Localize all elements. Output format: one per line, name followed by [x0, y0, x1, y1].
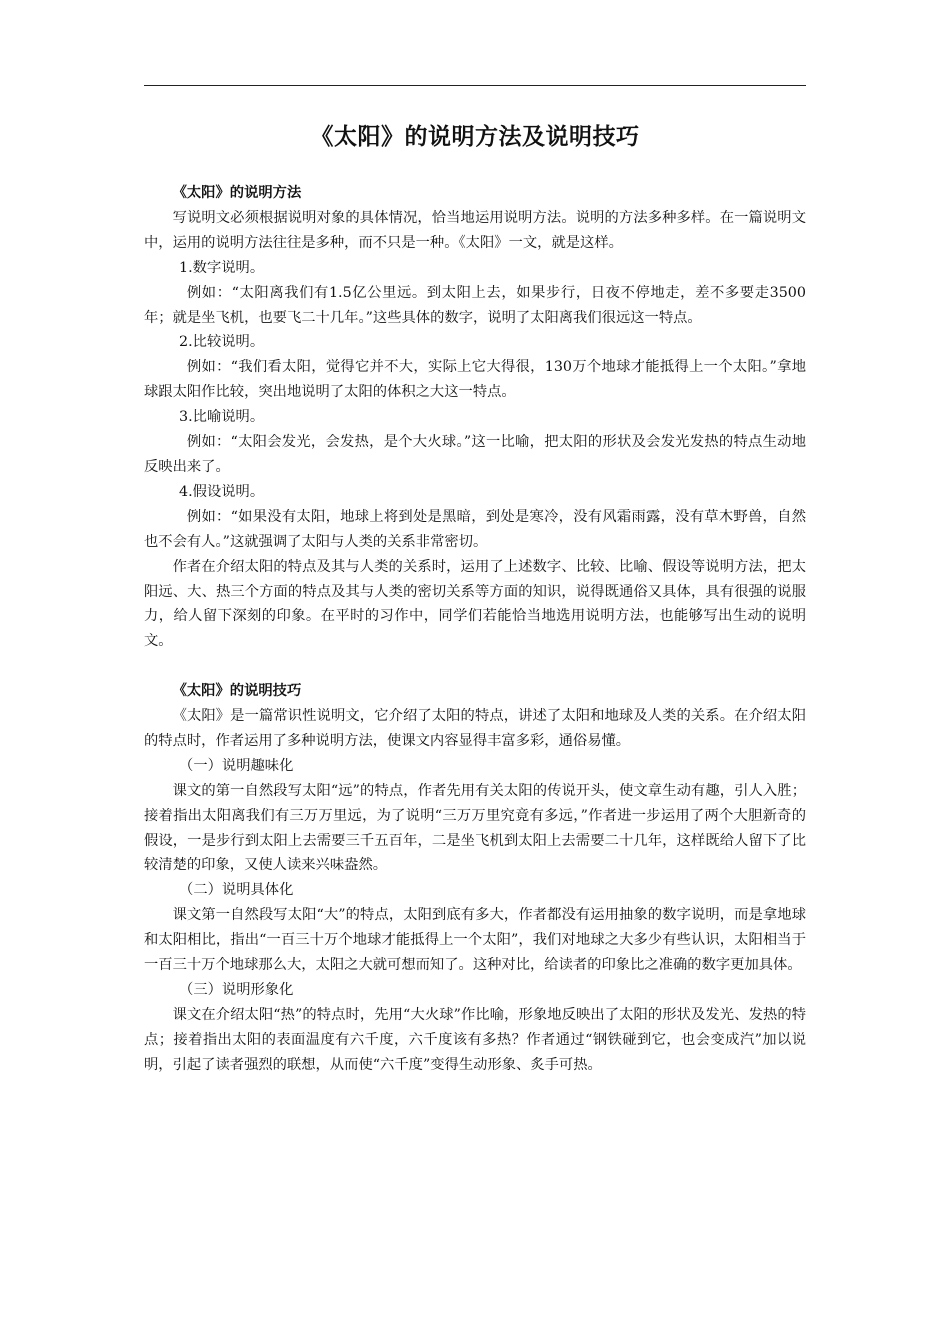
technique-label-interest: （一）说明趣味化 [179, 757, 294, 774]
method-label-numbers: 1.数字说明。 [179, 259, 265, 276]
method-example-comparison: 例如：“我们看太阳，觉得它并不大，实际上它大得很，130万个地球才能抵得上一个太阳。”拿地球跟太阳作比较，突出地说明了太阳的体积之大这一特点。 [144, 359, 806, 401]
paragraph-methods-intro: 写说明文必须根据说明对象的具体情况，恰当地运用说明方法。说明的方法多种多样。在一篇说明文中，运用的说明方法往往是多种，而不只是一种。《太阳》一文，就是这样。 [144, 209, 806, 251]
technique-text-vivid: 课文在介绍太阳“热”的特点时，先用“大火球”作比喻，形象地反映出了太阳的形状及发光、发热的特点；接着指出太阳的表面温度有六千度，六千度该有多热？作者通过“钢铁碰到它，也会变成汽”加以说明，引起了读者强烈的联想，从而使“六千度”变得生动形象、炙手可热。 [144, 1006, 806, 1073]
document-title: 《太阳》的说明方法及说明技巧 [310, 123, 640, 150]
method-example-metaphor: 例如：“太阳会发光，会发热，是个大火球。”这一比喻，把太阳的形状及会发光发热的特点生动地反映出来了。 [144, 434, 806, 475]
method-example-hypothesis: 例如：“如果没有太阳，地球上将到处是黑暗，到处是寒冷，没有风霜雨露，没有草木野兽，自然也不会有人。”这就强调了太阳与人类的关系非常密切。 [144, 508, 806, 550]
section-spacer [144, 654, 806, 679]
technique-text-interest: 课文的第一自然段写太阳“远”的特点，作者先用有关太阳的传说开头，使文章生动有趣，引人入胜；接着指出太阳离我们有三万万里远，为了说明“三万万里究竟有多远，”作者进一步运用了两个大胆新奇的假设，一是步行到太阳上去需要三千五百年，二是坐飞机到太阳上去需要二十几年，这样既给人留下了比较清楚的印象，又使人读来兴味盎然。 [144, 782, 806, 874]
paragraph-techniques-intro: 《太阳》是一篇常识性说明文，它介绍了太阳的特点，讲述了太阳和地球及人类的关系。在介绍太阳的特点时，作者运用了多种说明方法，使课文内容显得丰富多彩，通俗易懂。 [144, 708, 806, 749]
header-rule [144, 85, 806, 86]
paragraph-methods-conclusion: 作者在介绍太阳的特点及其与人类的关系时，运用了上述数字、比较、比喻、假设等说明方法，把太阳远、大、热三个方面的特点及其与人类的密切关系等方面的知识，说得既通俗又具体，具有很强的说服力，给人留下深刻的印象。在平时的习作中，同学们若能恰当地选用说明方法，也能够写出生动的说明文。 [144, 558, 806, 650]
document-body [144, 181, 806, 1078]
method-label-hypothesis: 4.假设说明。 [179, 483, 265, 500]
method-label-comparison: 2.比较说明。 [179, 334, 265, 351]
technique-label-concrete: （二）说明具体化 [179, 882, 294, 899]
method-example-numbers: 例如：“太阳离我们有1.5亿公里远。到太阳上去，如果步行，日夜不停地走，差不多要走3500年；就是坐飞机，也要飞二十几年。”这些具体的数字，说明了太阳离我们很远这一特点。 [144, 284, 806, 326]
section-heading-techniques: 《太阳》的说明技巧 [172, 683, 302, 700]
section-heading-methods: 《太阳》的说明方法 [172, 185, 302, 201]
technique-label-vivid: （三）说明形象化 [179, 981, 294, 998]
method-label-metaphor: 3.比喻说明。 [179, 409, 265, 426]
technique-text-concrete: 课文第一自然段写太阳“大”的特点，太阳到底有多大，作者都没有运用抽象的数字说明，而是拿地球和太阳相比，指出“一百三十万个地球才能抵得上一个太阳”，我们对地球之大多少有些认识，太阳相当于一百三十万个地球那么大，太阳之大就可想而知了。这种对比，给读者的印象比之准确的数字更加具体。 [144, 907, 806, 974]
